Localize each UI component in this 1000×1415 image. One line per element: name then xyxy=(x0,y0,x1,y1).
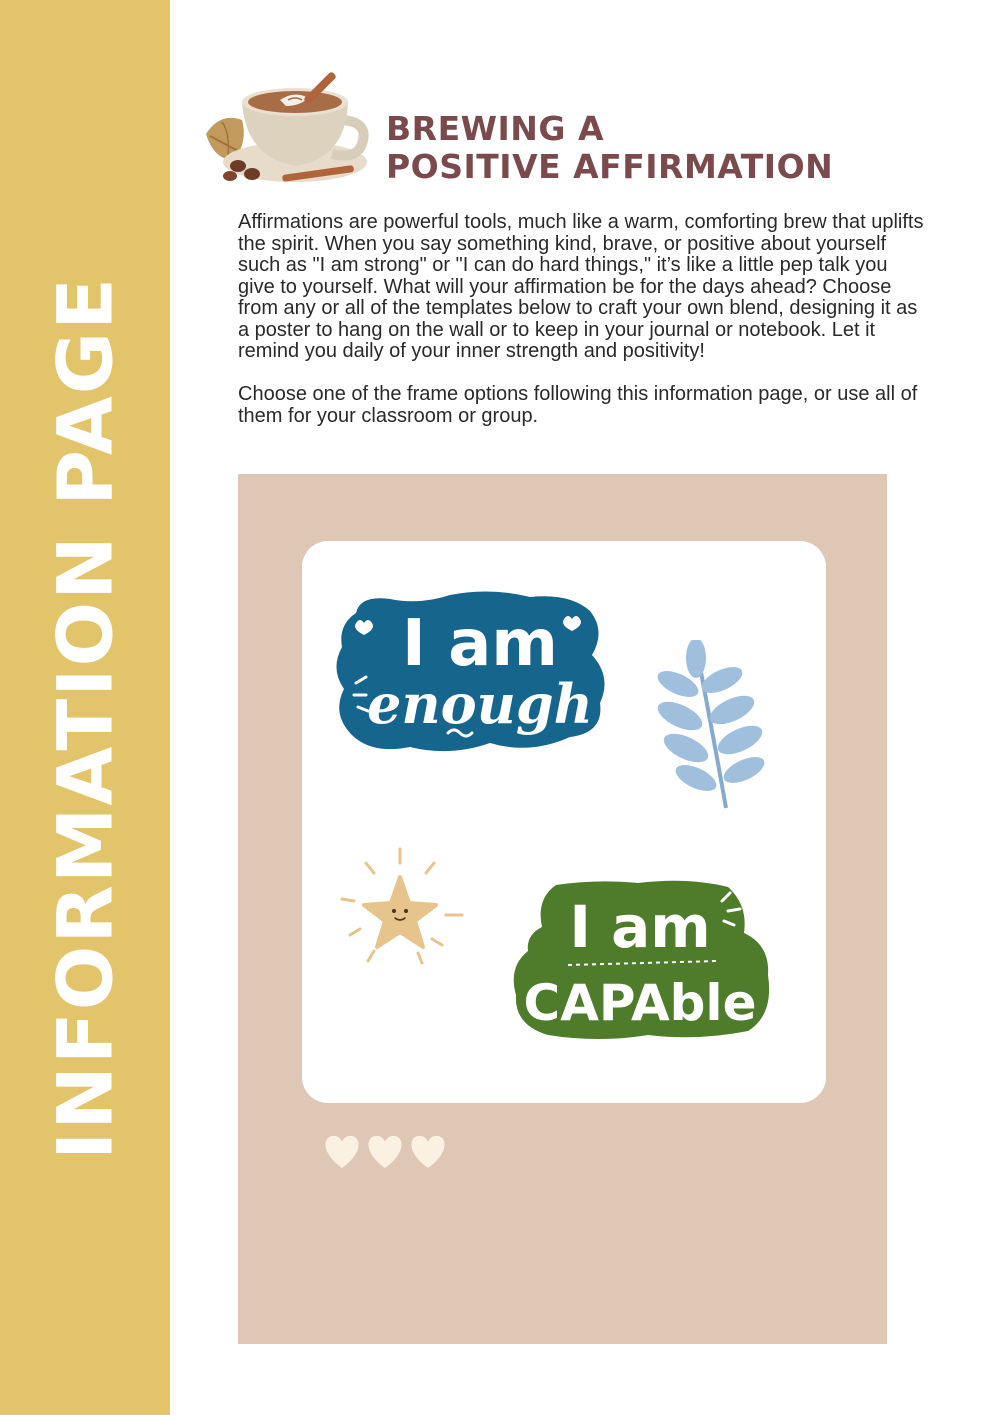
sticker-capable-line2: CAPAble xyxy=(523,974,757,1032)
paragraph-intro: Affirmations are powerful tools, much like a warm, comforting brew that uplifts the spirit. When you say something kind, brave, or positive about yourself such as "I am strong" or "I can do hard things," it’s like a little pep talk you give to yourself. What will your affirmation be for the days ahead? Choose from any or all of the templates below to craft your own blend, designing it as a poster to hang on the wall or to keep in your journal or notebook. Let it remind you daily of your inner strength and positivity! xyxy=(238,211,924,362)
heart-icon xyxy=(368,1136,401,1168)
heart-icon xyxy=(325,1136,358,1168)
sticker-i-am-capable xyxy=(508,875,778,1045)
body-text xyxy=(238,212,928,427)
page-title xyxy=(386,110,833,186)
title-line-1: BREWING A xyxy=(386,109,605,148)
heart-icon xyxy=(411,1136,444,1168)
hearts-row xyxy=(322,1132,452,1172)
sticker-i-am-enough xyxy=(330,585,620,760)
sticker-enough-line1: I am xyxy=(402,607,558,681)
sidebar-label: INFORMATION PAGE xyxy=(40,275,130,1161)
sticker-enough-line2: enough xyxy=(367,672,593,736)
leaf-icon xyxy=(656,640,768,812)
coffee-cup-icon xyxy=(200,62,370,192)
star-icon xyxy=(338,845,472,975)
title-line-2: POSITIVE AFFIRMATION xyxy=(386,147,834,186)
sidebar xyxy=(0,0,170,1415)
paragraph-instructions: Choose one of the frame options following this information page, or use all of them for your classroom or group. xyxy=(238,383,918,427)
sticker-capable-line1: I am xyxy=(569,893,711,961)
